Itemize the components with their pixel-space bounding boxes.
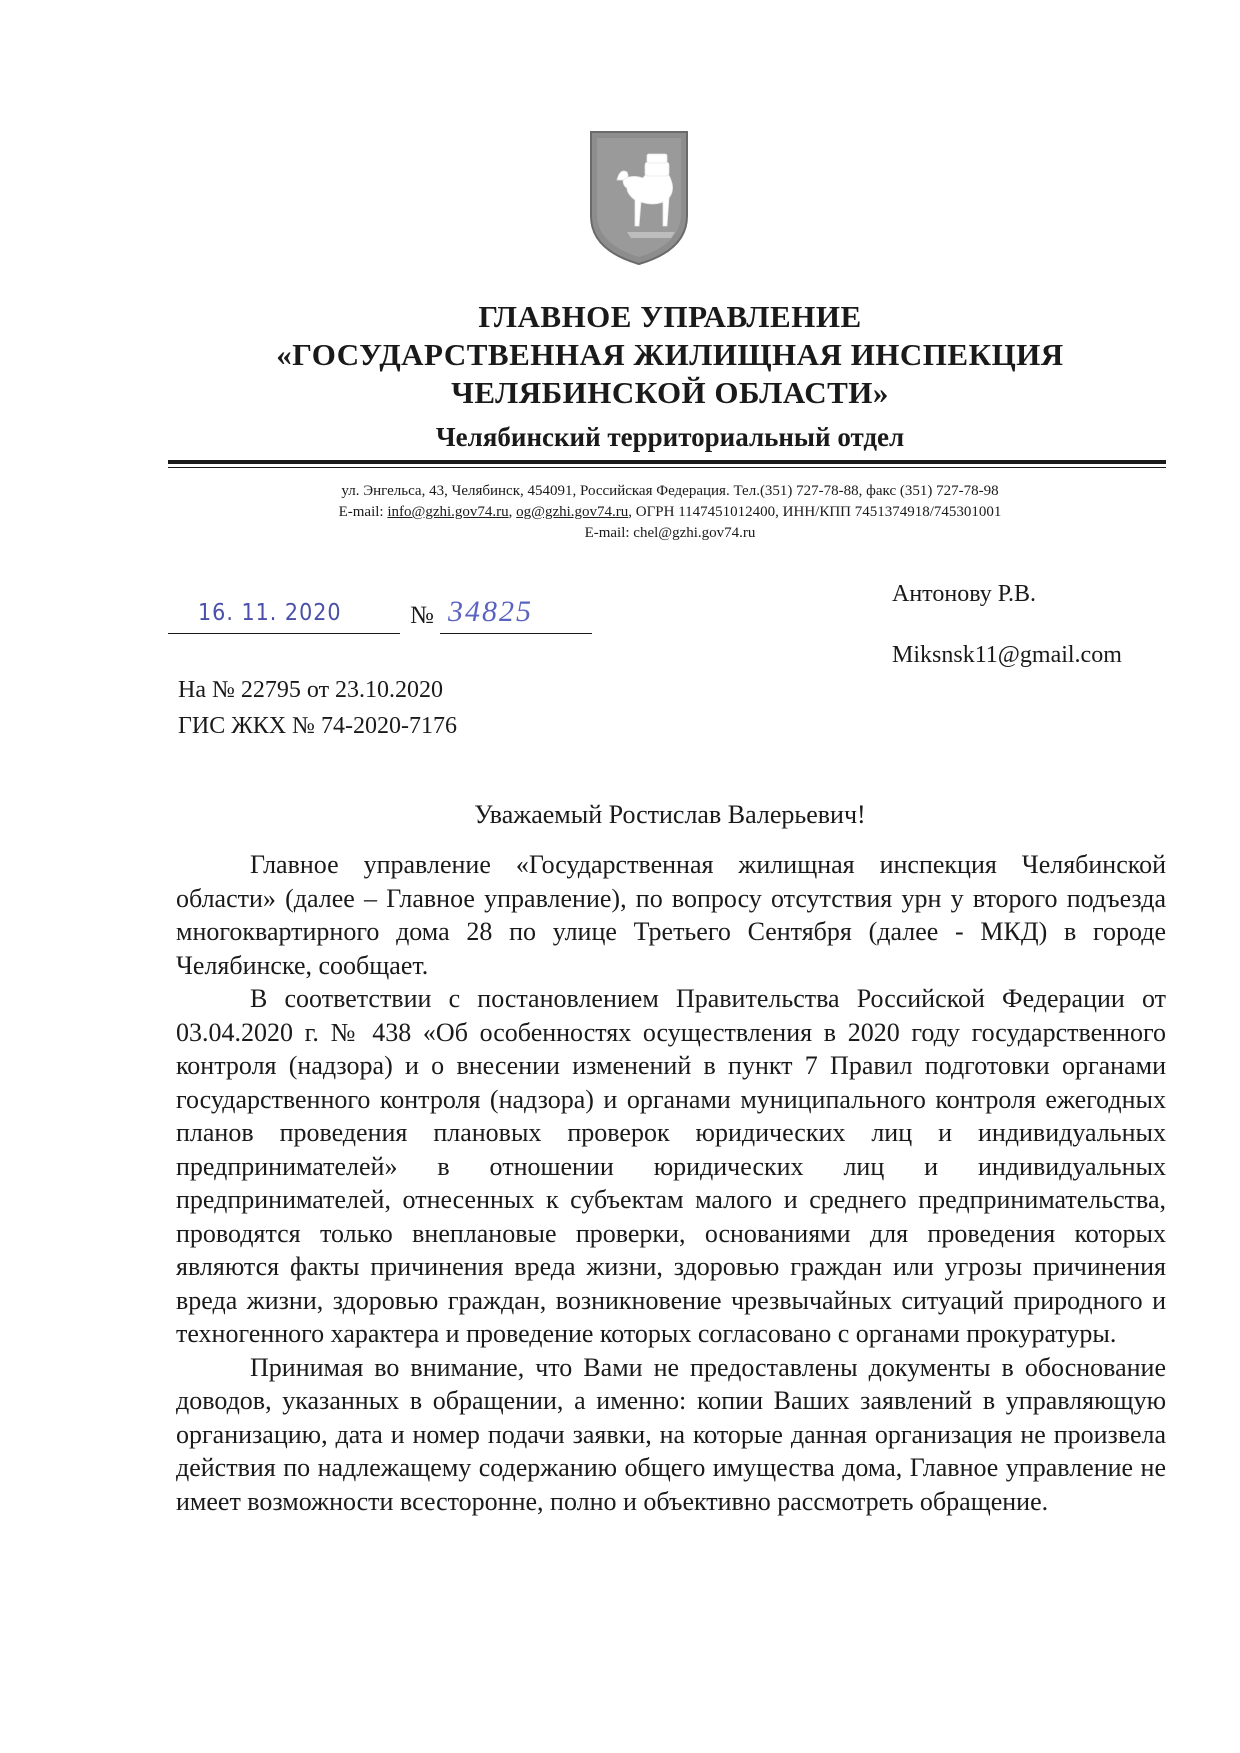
header-rule-thick bbox=[168, 460, 1166, 464]
email-requisites-line bbox=[200, 502, 1140, 522]
registration-number-handwritten: 34825 bbox=[448, 595, 533, 628]
registration-date-stamp: 16. 11. 2020 bbox=[198, 600, 342, 626]
body-paragraph: Главное управление «Государственная жилищная инспекция Челябинской области» (далее – Главное управление), по вопросу отсутствия урн у второго подъезда многоквартирного дома 28 по улице Третьего Сентября (далее - МКД) в городе Челябинске, сообщает. bbox=[176, 850, 1166, 980]
address-line: ул. Энгельса, 43, Челябинск, 454091, Российская Федерация. Тел.(351) 727-78-88, факс (351) 727-78-98 bbox=[341, 483, 999, 499]
greeting: Уважаемый Ростислав Валерьевич! bbox=[474, 800, 866, 829]
registration-number-underline bbox=[440, 633, 592, 634]
email-separator: , bbox=[508, 504, 517, 520]
org-title-line2: «ГОСУДАРСТВЕННАЯ ЖИЛИЩНАЯ ИНСПЕКЦИЯ bbox=[276, 337, 1064, 372]
email-og-link[interactable]: og@gzhi.gov74.ru bbox=[516, 504, 629, 520]
email-info-link[interactable]: info@gzhi.gov74.ru bbox=[387, 504, 509, 520]
body-paragraph: В соответствии с постановлением Правительства Российской Федерации от 03.04.2020 г. № 438 «Об особенностях осуществления в 2020 году государственного контроля (надзора) и о внесении изменений в пункт 7 Правил подготовки органами государственного контроля (надзора) и органами муниципального контроля ежегодных планов проведения плановых проверок юридических лиц и индивидуальных предпринимателей» в отношении юридических лиц и индивидуальных предпринимателей, отнесенных к субъектам малого и среднего предпринимательства, проводятся только внеплановые проверки, основаниями для проведения которых являются факты причинения вреда жизни, здоровью граждан или угрозы причинения вреда жизни, здоровью граждан, возникновение чрезвычайных ситуаций природного и техногенного характера и проведение которых согласовано с органами прокуратуры. bbox=[176, 984, 1166, 1348]
recipient-name: Антонову Р.В. bbox=[892, 581, 1037, 607]
registration-number-label: № bbox=[410, 602, 434, 629]
body-paragraph: Принимая во внимание, что Вами не предоставлены документы в обоснование доводов, указанных в обращении, а именно: копии Ваших заявлений в управляющую организацию, дата и номер подачи заявки, на которые данная организация не произвела действия по надлежащему содержанию общего имущества дома, Главное управление не имеет возможности всесторонне, полно и объективно рассмотреть обращение. bbox=[176, 1352, 1166, 1516]
email-chel-line: E-mail: chel@gzhi.gov74.ru bbox=[584, 525, 756, 541]
recipient-email: Miksnsk11@gmail.com bbox=[892, 642, 1122, 668]
email-prefix: E-mail: bbox=[338, 504, 388, 520]
letter-body bbox=[176, 848, 1166, 1518]
header-rule-thin bbox=[168, 467, 1166, 468]
org-title-line1: ГЛАВНОЕ УПРАВЛЕНИЕ bbox=[478, 299, 862, 334]
org-title-line3: ЧЕЛЯБИНСКОЙ ОБЛАСТИ» bbox=[451, 375, 889, 410]
chelyabinsk-coat-of-arms-camel-icon bbox=[587, 128, 691, 268]
requisites: , ОГРН 1147451012400, ИНН/КПП 7451374918/745301001 bbox=[628, 504, 1002, 520]
reference-gis-zhkh-number: ГИС ЖКХ № 74-2020-7176 bbox=[178, 713, 457, 739]
registration-date-underline bbox=[168, 633, 400, 634]
reference-incoming-number: На № 22795 от 23.10.2020 bbox=[178, 677, 444, 703]
references-block bbox=[178, 672, 457, 744]
department-name: Челябинский территориальный отдел bbox=[435, 422, 905, 452]
